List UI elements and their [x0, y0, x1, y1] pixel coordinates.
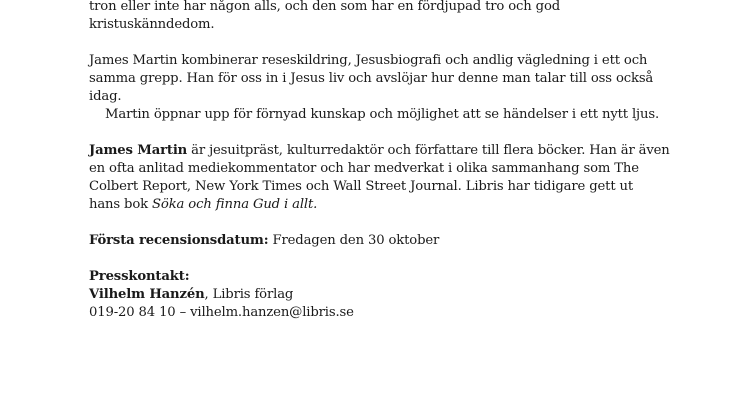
- author-bio-line: Colbert Report, New York Times och Wall Street Journal. Libris har tidigare gett ut: [89, 179, 634, 194]
- description-line: Martin öppnar upp för förnyad kunskap och möjlighet att se händelser i ett nytt ljus.: [105, 107, 659, 122]
- author-bio-line: [89, 142, 689, 160]
- author-name: James Martin: [89, 143, 188, 158]
- paragraph-gap: [89, 214, 689, 232]
- contact-org: , Libris förlag: [204, 287, 294, 302]
- paragraph-gap: [89, 124, 689, 142]
- description-line: idag.: [89, 89, 122, 104]
- intro-line: kristuskänndedom.: [89, 17, 215, 32]
- review-date-line: [89, 232, 689, 250]
- press-release-page: [89, 0, 689, 322]
- author-bio-text: är jesuitpräst, kulturredaktör och författare till flera böcker. Han är även: [187, 143, 670, 158]
- intro-line: tron eller inte har någon alls, och den som har en fördjupad tro och god: [89, 0, 561, 14]
- press-contact-heading: Presskontakt:: [89, 269, 190, 284]
- review-date-value: Fredagen den 30 oktober: [268, 233, 440, 248]
- paragraph-gap: [89, 34, 689, 52]
- book-title: Söka och finna Gud i allt.: [152, 197, 318, 212]
- press-contact-line: [89, 286, 689, 304]
- contact-details: 019-20 84 10 – vilhelm.hanzen@libris.se: [89, 305, 354, 320]
- author-bio-line: [89, 196, 689, 214]
- description-line: James Martin kombinerar reseskildring, Jesusbiografi och andlig vägledning i ett och: [89, 53, 648, 68]
- author-bio-line: en ofta anlitad mediekommentator och har medverkat i olika sammanhang som The: [89, 161, 639, 176]
- author-bio-text: hans bok: [89, 197, 153, 212]
- review-date-label: Första recensionsdatum:: [89, 233, 269, 248]
- contact-name: Vilhelm Hanzén: [89, 287, 205, 302]
- description-line: samma grepp. Han för oss in i Jesus liv och avslöjar hur denne man talar till oss också: [89, 71, 654, 86]
- paragraph-gap: [89, 250, 689, 268]
